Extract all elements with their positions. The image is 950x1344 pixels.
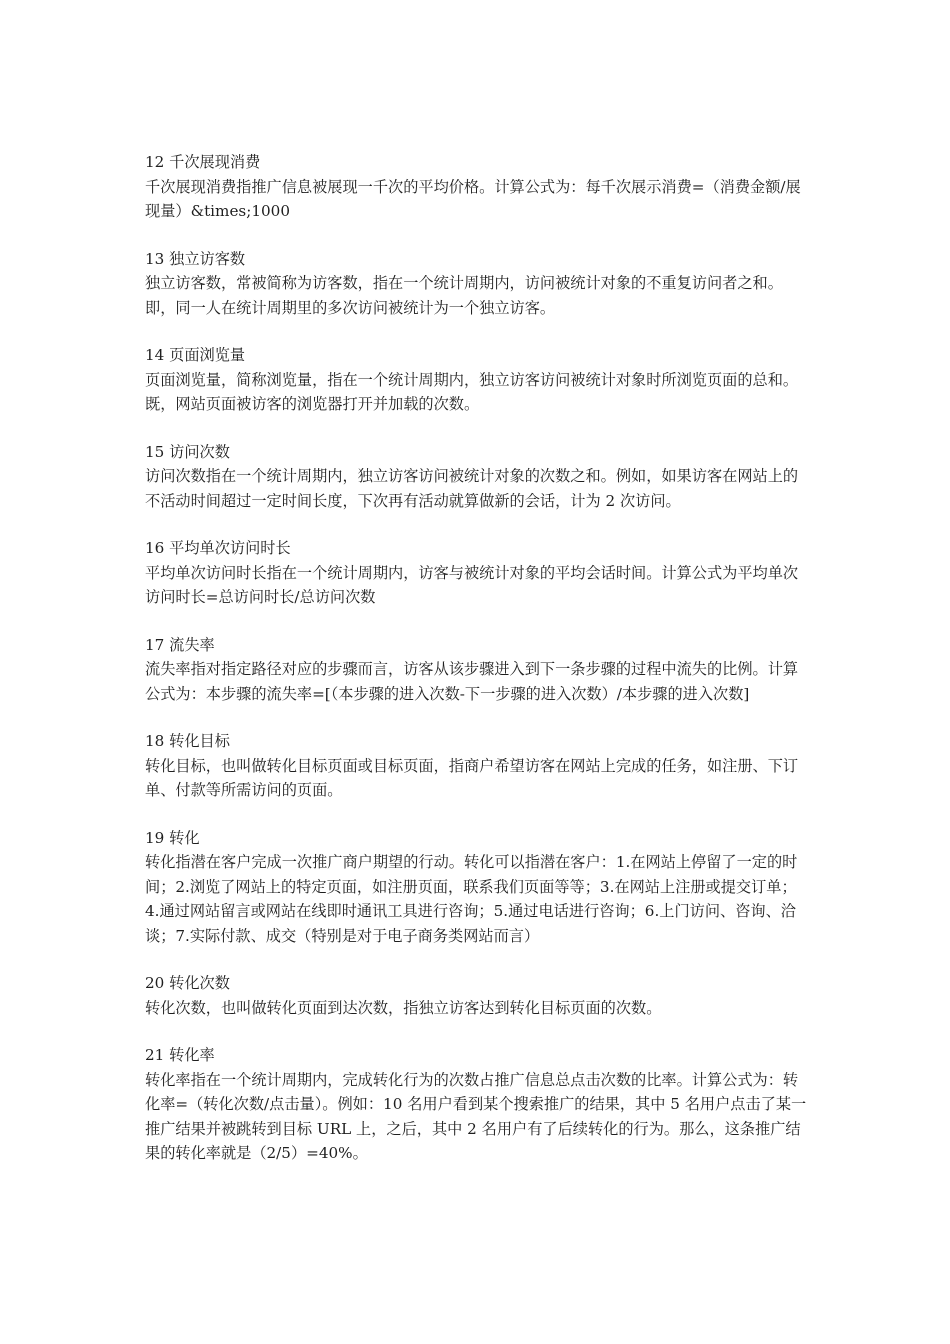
section-20 [145, 971, 808, 1020]
section-14 [145, 343, 808, 417]
section-heading: 21 转化率 [145, 1046, 215, 1064]
section-heading: 15 访问次数 [145, 442, 230, 461]
section-heading: 18 转化目标 [145, 732, 230, 750]
section-body: 平均单次访问时长指在一个统计周期内，访客与被统计对象的平均会话时间。计算公式为平均单次访问时长=总访问时长/总访问次数 [145, 563, 799, 606]
section-heading: 19 转化 [145, 828, 200, 847]
section-12 [145, 150, 808, 224]
section-heading: 14 页面浏览量 [145, 346, 246, 364]
section-heading: 20 转化次数 [145, 974, 230, 992]
section-heading: 17 流失率 [145, 635, 215, 654]
section-body: 页面浏览量，简称浏览量，指在一个统计周期内，独立访客访问被统计对象时所浏览页面的总和。既，网站页面被访客的浏览器打开并加载的次数。 [145, 370, 799, 413]
section-16 [145, 536, 808, 610]
section-body: 转化率指在一个统计周期内，完成转化行为的次数占推广信息总点击次数的比率。计算公式为：转化率=（转化次数/点击量）。例如：10 名用户看到某个搜索推广的结果，其中 5 名用户点击了某一推广结果并被跳转到目标 URL 上，之后，其中 2 名用户有了后续转化的行为。那么，这条推广结果的转化率就是（2/5）=40%。 [145, 1070, 807, 1162]
section-21 [145, 1043, 808, 1166]
section-body: 转化次数，也叫做转化页面到达次数，指独立访客达到转化目标页面的次数。 [145, 998, 662, 1017]
section-body: 流失率指对指定路径对应的步骤而言，访客从该步骤进入到下一条步骤的过程中流失的比例。计算公式为：本步骤的流失率=[（本步骤的进入次数-下一步骤的进入次数）/本步骤的进入次数] [145, 660, 799, 703]
section-17 [145, 633, 808, 707]
section-body: 转化指潜在客户完成一次推广商户期望的行动。转化可以指潜在客户：1.在网站上停留了一定的时间；2.浏览了网站上的特定页面，如注册页面，联系我们页面等等；3.在网站上注册或提交订单；4.通过网站留言或网站在线即时通讯工具进行咨询；5.通过电话进行咨询；6.上门访问、咨询、洽谈；7.实际付款、成交（特别是对于电子商务类网站而言） [145, 853, 798, 945]
section-body: 访问次数指在一个统计周期内，独立访客访问被统计对象的次数之和。例如，如果访客在网站上的不活动时间超过一定时间长度，下次再有活动就算做新的会话，计为 2 次访问。 [145, 467, 799, 510]
section-body: 转化目标，也叫做转化目标页面或目标页面，指商户希望访客在网站上完成的任务，如注册、下订单、付款等所需访问的页面。 [145, 756, 799, 799]
section-heading: 12 千次展现消费 [145, 153, 261, 171]
section-18 [145, 729, 808, 803]
section-heading: 13 独立访客数 [145, 249, 246, 268]
section-body: 千次展现消费指推广信息被展现一千次的平均价格。计算公式为：每千次展示消费=（消费金额/展现量）&times;1000 [145, 177, 801, 220]
section-15 [145, 440, 808, 514]
section-19 [145, 826, 808, 949]
section-body: 独立访客数，常被简称为访客数，指在一个统计周期内，访问被统计对象的不重复访问者之和。即，同一人在统计周期里的多次访问被统计为一个独立访客。 [145, 274, 783, 317]
section-13 [145, 247, 808, 321]
section-heading: 16 平均单次访问时长 [145, 539, 291, 557]
